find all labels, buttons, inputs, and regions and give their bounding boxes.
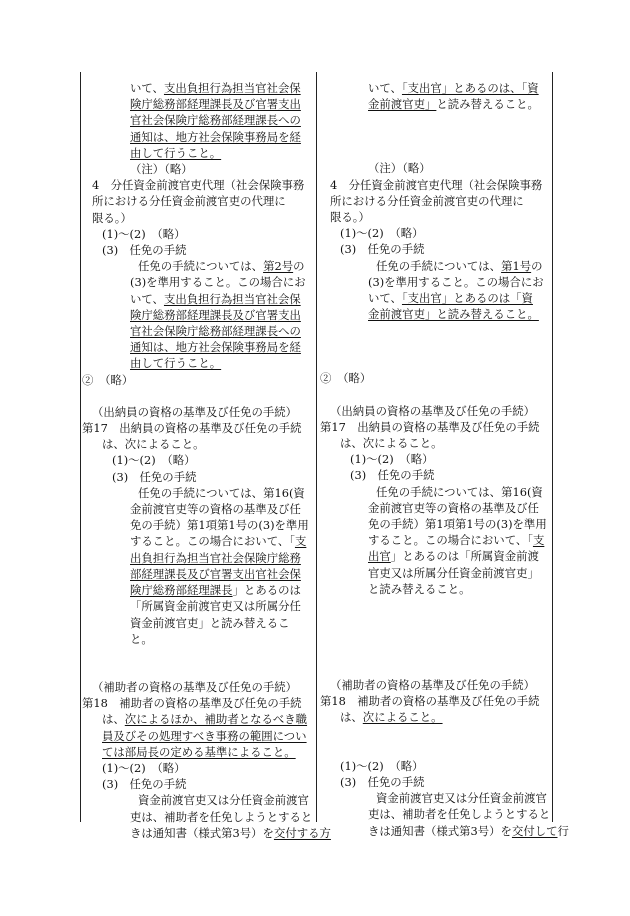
- text-line: と読み替えること。: [368, 581, 471, 596]
- article-heading: 第18 補助者の資格の基準及び任免の手続: [320, 694, 540, 709]
- text-line: ては部局長の定める基準によること。: [102, 744, 296, 759]
- right-column: [320, 80, 569, 839]
- text-line: (1)～(2) （略）: [112, 453, 196, 468]
- item-heading: ② （略）: [320, 371, 372, 386]
- item-heading: 4 分任資金前渡官吏代理（社会保険事務: [92, 178, 305, 193]
- text-line: 員及びその処理すべき事務の範囲につい: [102, 728, 307, 743]
- text-line: は、次によること。: [340, 436, 443, 451]
- text-line: 金前渡官吏」と読み替えること。: [368, 307, 539, 322]
- text-line: 限る。）: [330, 210, 370, 225]
- text-line: (3) 任免の手続: [350, 468, 435, 483]
- text-line: 部経理課長及び官署支出官社会保: [130, 566, 301, 581]
- text-line: いて、「支出官」とあるのは「資: [368, 291, 533, 306]
- note-line: （注）（略）: [368, 161, 431, 176]
- text-line: 険庁総務部経理課長及び官署支出: [130, 97, 301, 112]
- text-line: 所における分任資金前渡官吏の代理に: [92, 194, 286, 209]
- text-line: (3) 任免の手続: [340, 242, 425, 257]
- text-line: いて、支出負担行為担当官社会保: [130, 81, 301, 95]
- text-line: 官社会保険庁総務部経理課長への: [130, 113, 301, 128]
- section-title: （補助者の資格の基準及び任免の手続）: [92, 679, 298, 694]
- text-line: 官社会保険庁総務部経理課長への: [130, 324, 301, 339]
- text-line: 通知は、地方社会保険事務局を経: [130, 129, 301, 144]
- text-line: きは通知書（様式第3号）を交付して行: [368, 823, 569, 838]
- article-heading: 第17 出納員の資格の基準及び任免の手続: [320, 419, 540, 434]
- item-heading: ② （略）: [82, 372, 134, 387]
- text-line: は、次によること。: [340, 710, 443, 725]
- text-line: 通知は、地方社会保険事務局を経: [130, 340, 301, 355]
- text-line: (3) 任免の手続: [112, 469, 197, 484]
- text-line: (1)～(2) （略）: [102, 226, 186, 241]
- text-line: すること。この場合において、「支: [368, 533, 545, 548]
- text-line: (1)～(2) （略）: [350, 452, 434, 467]
- text-line: 出官」とあるのは「所属資金前渡: [368, 549, 539, 564]
- text-line: 険庁総務部経理課長及び官署支出: [130, 307, 301, 322]
- text-line: 資金前渡官吏又は分任資金前渡官: [376, 791, 547, 806]
- text-line: 限る。）: [92, 210, 132, 225]
- text-line: (1)～(2) （略）: [340, 758, 424, 773]
- text-line: 出負担行為担当官社会保険庁総務: [130, 550, 301, 565]
- note-line: （注）（略）: [130, 162, 193, 177]
- right-margin-rule: [552, 72, 553, 822]
- text-line: 資金前渡官吏又は分任資金前渡官: [138, 793, 309, 808]
- text-line: 由して行うこと。: [130, 145, 222, 160]
- text-line: 免の手続）第1項第1号の(3)を準用: [130, 518, 309, 533]
- text-line: (3)を準用すること。この場合にお: [368, 274, 544, 289]
- text-line: 吏は、補助者を任免しようとすると: [130, 809, 313, 824]
- article-heading: 第18 補助者の資格の基準及び任免の手続: [82, 696, 302, 711]
- left-margin-rule: [80, 72, 81, 822]
- text-line: 金前渡官吏等の資格の基準及び任: [130, 502, 301, 517]
- text-line: (3) 任免の手続: [102, 243, 187, 258]
- item-heading: 4 分任資金前渡官吏代理（社会保険事務: [330, 177, 543, 192]
- text-line: 由して行うこと。: [130, 356, 222, 371]
- text-line: (3) 任免の手続: [102, 777, 187, 792]
- text-line: いて、支出負担行為担当官社会保: [130, 291, 301, 306]
- text-line: と。: [130, 631, 153, 646]
- column-divider: [316, 72, 317, 822]
- text-line: 任免の手続については、第16(資: [138, 485, 305, 500]
- text-line: 吏は、補助者を任免しようとすると: [368, 807, 551, 822]
- text-line: は、次によること。: [102, 437, 205, 452]
- text-line: きは通知書（様式第3号）を交付する方: [130, 825, 331, 840]
- text-line: 険庁総務部経理課長」とあるのは: [130, 583, 301, 598]
- text-line: 金前渡官吏」と読み替えること。: [368, 97, 539, 112]
- text-line: 「所属資金前渡官吏又は所属分任: [130, 599, 301, 614]
- text-line: 任免の手続については、第1号の: [376, 258, 543, 273]
- section-title: （出納員の資格の基準及び任免の手続）: [330, 403, 536, 418]
- text-line: (1)～(2) （略）: [102, 760, 186, 775]
- text-line: は、次によるほか、補助者となるべき職: [102, 712, 308, 727]
- text-line: 資金前渡官吏」と読み替えるこ: [130, 615, 290, 630]
- text-line: 金前渡官吏等の資格の基準及び任: [368, 500, 539, 515]
- section-title: （出納員の資格の基準及び任免の手続）: [92, 404, 298, 419]
- section-title: （補助者の資格の基準及び任免の手続）: [330, 678, 536, 693]
- text-line: (3)を準用すること。この場合にお: [130, 275, 306, 290]
- text-line: いて、「支出官」とあるのは、「資: [368, 81, 539, 95]
- left-column: [82, 80, 331, 841]
- text-line: 免の手続）第1項第1号の(3)を準用: [368, 517, 547, 532]
- text-line: 所における分任資金前渡官吏の代理に: [330, 193, 524, 208]
- text-line: すること。この場合において、「支: [130, 534, 307, 549]
- text-line: 任免の手続については、第16(資: [376, 484, 543, 499]
- text-line: 官吏又は所属分任資金前渡官吏」: [368, 565, 539, 580]
- article-heading: 第17 出納員の資格の基準及び任免の手続: [82, 421, 302, 436]
- text-line: (1)～(2) （略）: [340, 226, 424, 241]
- text-line: 任免の手続については、第2号の: [138, 259, 305, 274]
- text-line: (3) 任免の手続: [340, 774, 425, 789]
